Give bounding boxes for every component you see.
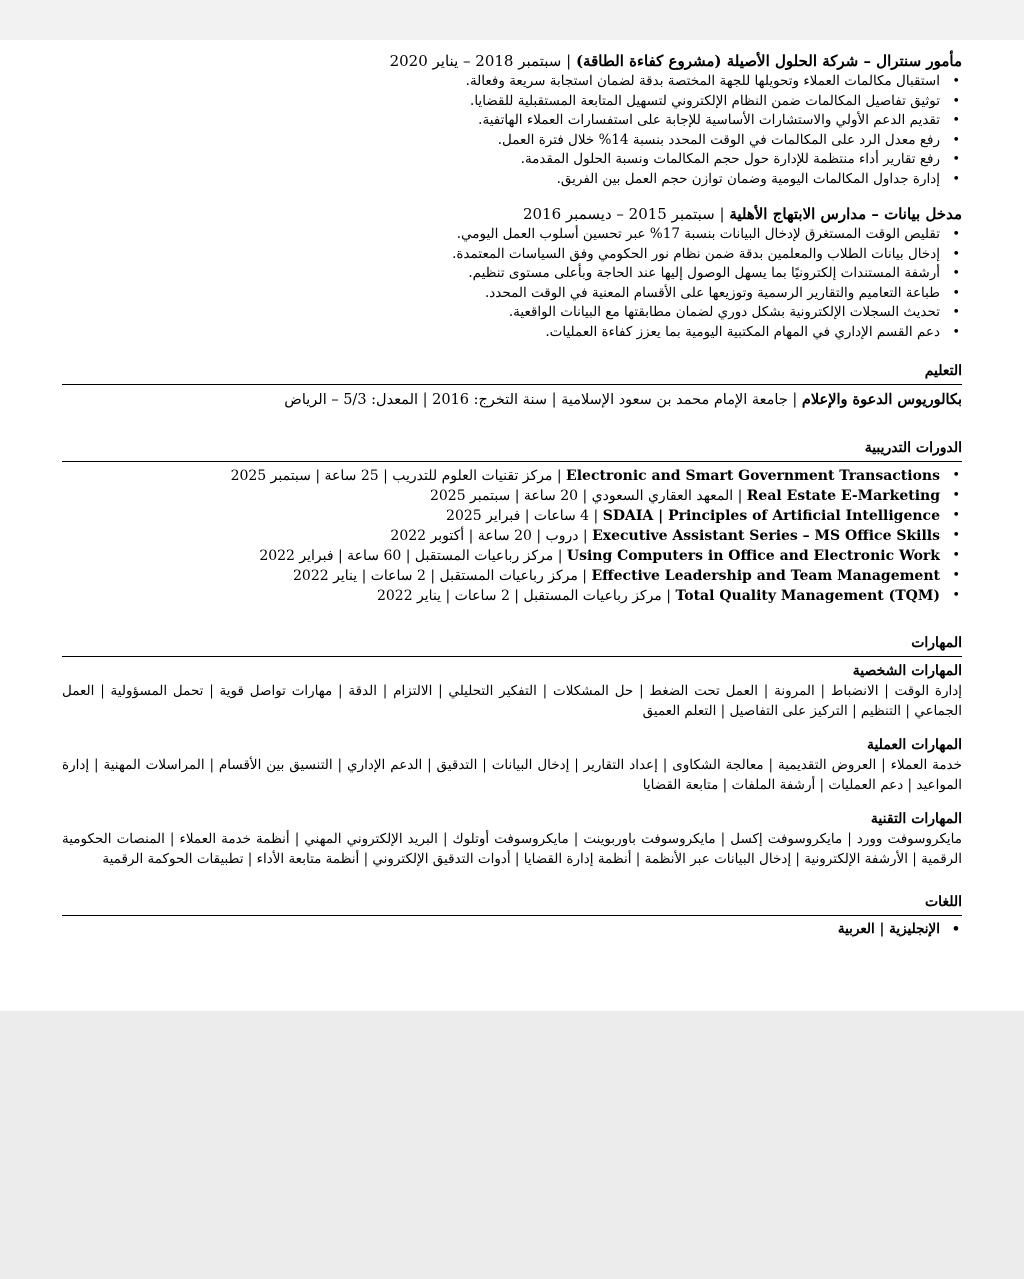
technical-skills-heading: المهارات التقنية — [870, 811, 962, 827]
course-item — [62, 526, 940, 546]
job-title: مدخل بيانات – مدارس الابتهاج الأهلية — [729, 205, 962, 223]
courses-section — [62, 437, 962, 606]
course-name: Executive Assistant Series – MS Office Skills — [592, 528, 940, 544]
bullet-item: • استقبال مكالمات العملاء وتحويلها للجهة المختصة بدقة لضمان استجابة سريعة وفعالة. — [62, 72, 940, 92]
resume-content — [62, 50, 962, 940]
course-item — [62, 546, 940, 566]
job-header — [62, 203, 962, 225]
course-details: | مركز رباعيات المستقبل | 2 ساعات | يناير 2022 — [293, 568, 588, 584]
course-item — [62, 506, 940, 526]
section-heading: التعليم — [62, 360, 962, 385]
personal-skills: إدارة الوقت | الانضباط | المرونة | العمل تحت الضغط | حل المشكلات | التفكير التحليلي | الالتزام | الدقة | مهارات تواصل قوية | تحمل المسؤولية | العمل الجماعي | التنظيم | التركيز على التفاصيل | التعلم العميق — [62, 683, 962, 719]
top-margin — [0, 0, 1024, 40]
course-name: Electronic and Smart Government Transactions — [566, 468, 940, 484]
language-list — [62, 920, 962, 940]
job-header — [62, 50, 962, 72]
technical-skills: مايكروسوفت وورد | مايكروسوفت إكسل | مايكروسوفت باوربوينت | مايكروسوفت أوتلوك | البريد الإلكتروني المهني | أنظمة خدمة العملاء | المنصات الحكومية الرقمية | الأرشفة الإلكترونية | إدخال البيانات عبر الأنظمة | أنظمة إدارة القضايا | أدوات التدقيق الإلكتروني | أنظمة متابعة الأداء | تطبيقات الحوكمة الرقمية — [62, 831, 962, 867]
experience-entry — [62, 203, 962, 342]
practical-skills-heading: المهارات العملية — [866, 737, 962, 753]
education-details: | جامعة الإمام محمد بن سعود الإسلامية | سنة التخرج: 2016 | المعدل: 5/3 – الرياض — [284, 392, 798, 408]
course-details: | مركز رباعيات المستقبل | 60 ساعة | فبراير 2022 — [259, 548, 563, 564]
job-bullets — [62, 72, 962, 189]
course-details: | دروب | 20 ساعة | أكتوبر 2022 — [390, 528, 588, 544]
personal-skills-heading: المهارات الشخصية — [852, 663, 962, 679]
job-period: | سبتمبر 2018 – يناير 2020 — [389, 52, 572, 70]
skills-section — [62, 632, 962, 869]
course-list — [62, 466, 962, 606]
bullet-item: • تقليص الوقت المستغرق لإدخال البيانات بنسبة 17% عبر تحسين أسلوب العمل اليومي. — [62, 225, 940, 245]
bullet-item: • تحديث السجلات الإلكترونية بشكل دوري لضمان مطابقتها مع البيانات الواقعية. — [62, 303, 940, 323]
section-heading: المهارات — [62, 632, 962, 657]
bottom-margin — [0, 1011, 1024, 1279]
course-details: | مركز رباعيات المستقبل | 2 ساعات | يناير 2022 — [376, 588, 671, 604]
course-details: | المعهد العقاري السعودي | 20 ساعة | سبتمبر 2025 — [429, 488, 743, 504]
course-item — [62, 586, 940, 606]
practical-skills: خدمة العملاء | العروض التقديمية | معالجة الشكاوى | إعداد التقارير | إدخال البيانات | التدقيق | الدعم الإداري | التنسيق بين الأقسام | المراسلات المهنية | إدارة المواعيد | دعم العمليات | أرشفة الملفات | متابعة القضايا — [62, 757, 962, 793]
bullet-item: • دعم القسم الإداري في المهام المكتبية اليومية بما يعزز كفاءة العمليات. — [62, 323, 940, 343]
education-entry — [62, 389, 962, 411]
bullet-item: • طباعة التعاميم والتقارير الرسمية وتوزيعها على الأقسام المعنية في الوقت المحدد. — [62, 284, 940, 304]
course-item — [62, 566, 940, 586]
course-name: Real Estate E-Marketing — [746, 488, 940, 504]
education-section — [62, 360, 962, 411]
job-period: | سبتمبر 2015 – ديسمبر 2016 — [522, 205, 725, 223]
bullet-item: • تقديم الدعم الأولي والاستشارات الأساسية للإجابة على استفسارات العملاء الهاتفية. — [62, 111, 940, 131]
course-name: Total Quality Management (TQM) — [675, 588, 940, 604]
course-name: Using Computers in Office and Electronic Work — [566, 548, 940, 564]
degree: بكالوريوس الدعوة والإعلام — [801, 391, 962, 408]
bullet-item: • رفع تقارير أداء منتظمة للإدارة حول حجم المكالمات ونسبة الحلول المقدمة. — [62, 150, 940, 170]
bullet-item: • إدارة جداول المكالمات اليومية وضمان توازن حجم العمل بين الفريق. — [62, 170, 940, 190]
bullet-item: • أرشفة المستندات إلكترونيًا بما يسهل الوصول إليها عند الحاجة وبأعلى مستوى تنظيم. — [62, 264, 940, 284]
course-details: | 4 ساعات | فبراير 2025 — [446, 508, 599, 524]
bullet-item: • إدخال بيانات الطلاب والمعلمين بدقة ضمن نظام نور الحكومي وفق السياسات المعتمدة. — [62, 245, 940, 265]
course-name: SDAIA | Principles of Artificial Intelligence — [602, 508, 940, 524]
language-item: • الإنجليزية | العربية — [62, 920, 940, 940]
section-heading: الدورات التدريبية — [62, 437, 962, 462]
languages-section — [62, 891, 962, 940]
job-bullets — [62, 225, 962, 342]
course-item — [62, 486, 940, 506]
experience-entry — [62, 50, 962, 189]
bullet-item: • توثيق تفاصيل المكالمات ضمن النظام الإلكتروني لتسهيل المتابعة المستقبلية للقضايا. — [62, 92, 940, 112]
course-item — [62, 466, 940, 486]
course-details: | مركز تقنيات العلوم للتدريب | 25 ساعة | سبتمبر 2025 — [230, 468, 562, 484]
section-heading: اللغات — [62, 891, 962, 916]
bullet-item: • رفع معدل الرد على المكالمات في الوقت المحدد بنسبة 14% خلال فترة العمل. — [62, 131, 940, 151]
job-title: مأمور سنترال – شركة الحلول الأصيلة (مشروع كفاءة الطاقة) — [575, 52, 962, 70]
course-name: Effective Leadership and Team Management — [591, 568, 940, 584]
